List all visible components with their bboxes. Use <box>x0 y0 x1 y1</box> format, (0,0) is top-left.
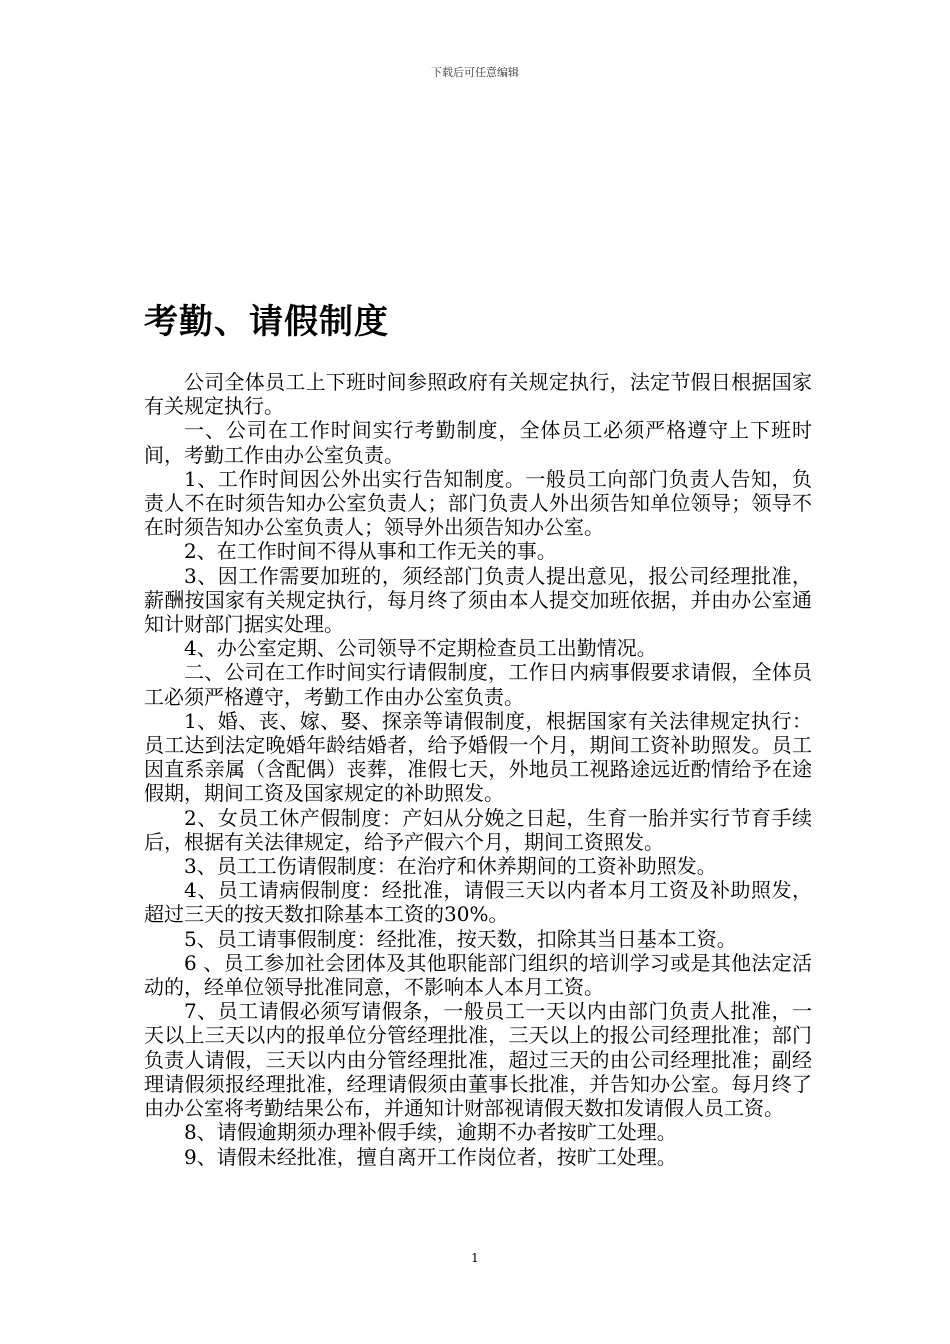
document-body <box>144 370 812 1169</box>
paragraph-item: 3、员工工伤请假制度：在治疗和休养期间的工资补助照发。 <box>184 854 717 879</box>
page-number: 1 <box>471 1251 479 1265</box>
paragraph-item: 9、请假未经批准，擅自离开工作岗位者，按旷工处理。 <box>184 1144 677 1169</box>
paragraph-section-1: 一、公司在工作时间实行考勤制度，全体员工必须严格遵守上下班时间，考勤工作由办公室负责。 <box>144 418 812 467</box>
page-header-note: 下载后可任意编辑 <box>431 66 519 79</box>
paragraph-item: 1、工作时间因公外出实行告知制度。一般员工向部门负责人告知，负责人不在时须告知办公室负责人；部门负责人外出须告知单位领导；领导不在时须告知办公室负责人；领导外出须告知办公室。 <box>144 466 812 540</box>
paragraph-item: 3、因工作需要加班的，须经部门负责人提出意见，报公司经理批准，薪酬按国家有关规定执行，每月终了须由本人提交加班依据，并由办公室通知计财部门据实处理。 <box>144 563 812 637</box>
document-title: 考勤、请假制度 <box>144 302 389 342</box>
paragraph-section-2: 二、公司在工作时间实行请假制度，工作日内病事假要求请假，全体员工必须严格遵守，考勤工作由办公室负责。 <box>144 660 812 709</box>
paragraph-item: 1、婚、丧、嫁、娶、探亲等请假制度，根据国家有关法律规定执行：员工达到法定晚婚年龄结婚者，给予婚假一个月，期间工资补助照发。员工因直系亲属（含配偶）丧葬，准假七天，外地员工视路途远近酌情给予在途假期，期间工资及国家规定的补助照发。 <box>144 708 812 806</box>
paragraph-item: 5、员工请事假制度：经批准，按天数，扣除其当日基本工资。 <box>184 926 737 951</box>
paragraph-item: 4、员工请病假制度：经批准，请假三天以内者本月工资及补助照发，超过三天的按天数扣除基本工资的30%。 <box>144 878 812 927</box>
paragraph-item: 4、办公室定期、公司领导不定期检查员工出勤情况。 <box>184 636 657 661</box>
paragraph-intro: 公司全体员工上下班时间参照政府有关规定执行，法定节假日根据国家有关规定执行。 <box>144 370 812 419</box>
paragraph-item: 8、请假逾期须办理补假手续，逾期不办者按旷工处理。 <box>184 1120 677 1145</box>
paragraph-item: 6 、员工参加社会团体及其他职能部门组织的培训学习或是其他法定活动的，经单位领导批准同意，不影响本人本月工资。 <box>144 950 812 1000</box>
paragraph-item: 2、女员工休产假制度：产妇从分娩之日起，生育一胎并实行节育手续后，根据有关法律规定，给予产假六个月，期间工资照发。 <box>144 805 812 854</box>
paragraph-item: 7、员工请假必须写请假条，一般员工一天以内由部门负责人批准，一天以上三天以内的报单位分管经理批准，三天以上的报公司经理批准；部门负责人请假，三天以内由分管经理批准，超过三天的由公司经理批准；副经理请假须报经理批准，经理请假须由董事长批准，并告知办公室。每月终了由办公室将考勤结果公布，并通知计财部视请假天数扣发请假人员工资。 <box>144 999 812 1121</box>
paragraph-item: 2、在工作时间不得从事和工作无关的事。 <box>184 539 557 564</box>
